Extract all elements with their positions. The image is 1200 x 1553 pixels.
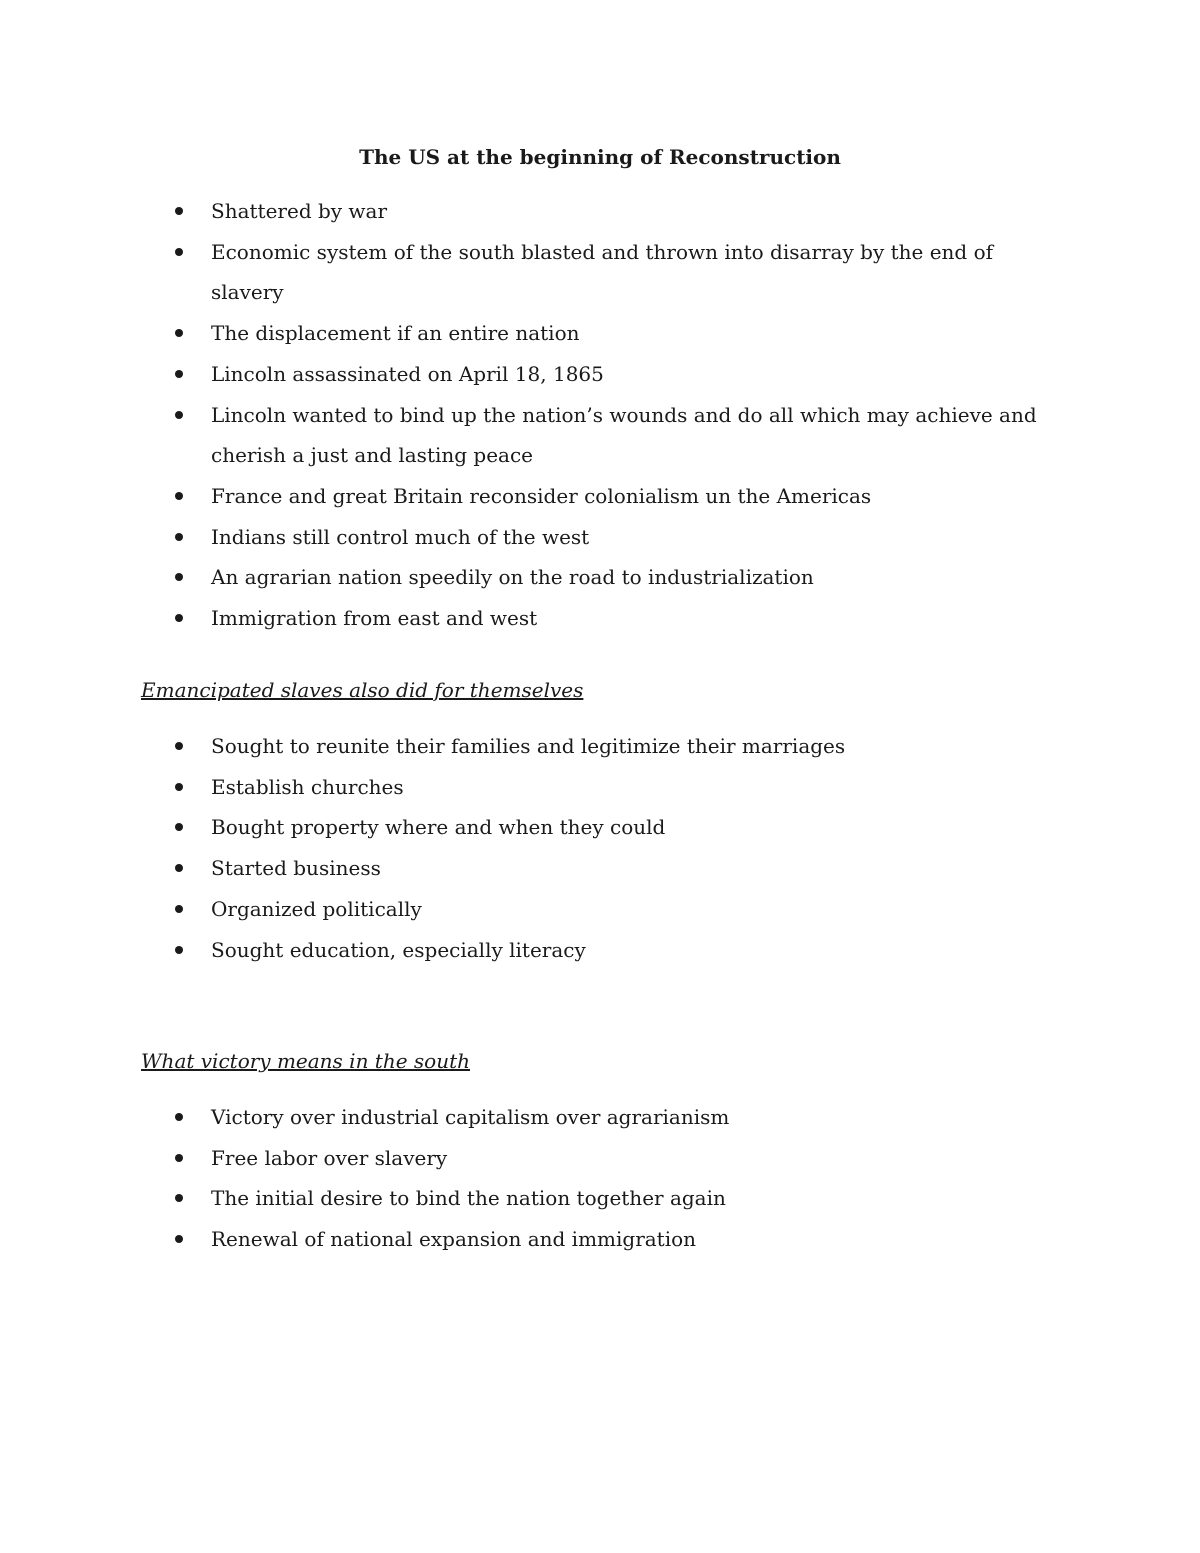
bullet-icon: [175, 864, 183, 872]
list-item: [0, 313, 1200, 354]
bullet-icon: [175, 533, 183, 541]
list-item-text: France and great Britain reconsider colonialism un the Americas: [211, 483, 872, 508]
section-heading-victory: What victory means in the south: [141, 1049, 471, 1073]
bullet-icon: [175, 1154, 183, 1162]
document-title: The US at the beginning of Reconstruction: [359, 145, 841, 169]
list-item: [0, 557, 1200, 598]
list-item-text: Bought property where and when they could: [211, 815, 666, 840]
bullet-icon: [175, 614, 183, 622]
bullet-icon: [175, 1113, 183, 1121]
list-item-text: Victory over industrial capitalism over agrarianism: [211, 1105, 730, 1129]
bullet-icon: [175, 823, 183, 831]
list-item-text: Immigration from east and west: [211, 606, 538, 631]
list-item-text: Started business: [211, 856, 381, 881]
bullet-icon: [175, 905, 183, 913]
list-item: [0, 517, 1200, 558]
list-item: [0, 807, 1200, 848]
list-item: [0, 598, 1200, 639]
bullet-icon: [175, 742, 183, 750]
list-item-text: Indians still control much of the west: [211, 524, 590, 549]
list-item-text: Free labor over slavery: [211, 1145, 448, 1170]
list-item: [0, 354, 1200, 395]
bullet-icon: [175, 1194, 183, 1202]
list-item: [0, 767, 1200, 808]
list-item-text: The initial desire to bind the nation together again: [211, 1186, 726, 1211]
list-item-text: Lincoln assassinated on April 18, 1865: [211, 361, 604, 386]
section-heading-emancipated: Emancipated slaves also did for themselves: [141, 678, 584, 702]
bullet-icon: [175, 248, 183, 256]
bullet-icon: [175, 946, 183, 954]
bullet-icon: [175, 1235, 183, 1243]
bullet-icon: [175, 329, 183, 337]
list-item: [0, 191, 1200, 232]
victory-list: [0, 1097, 1200, 1260]
list-item-text: Establish churches: [211, 774, 404, 799]
list-item: [0, 395, 1200, 476]
list-item-text: The displacement if an entire nation: [211, 321, 580, 346]
list-item-text: Organized politically: [211, 896, 422, 921]
list-item-text: Economic system of the south blasted and thrown into disarray by the end of slavery: [211, 239, 994, 305]
bullet-icon: [175, 207, 183, 215]
reconstruction-list: [0, 191, 1200, 639]
list-item: [0, 476, 1200, 517]
list-item: [0, 1178, 1200, 1219]
list-item-text: Sought education, especially literacy: [211, 937, 586, 962]
list-item: [0, 889, 1200, 930]
bullet-icon: [175, 573, 183, 581]
bullet-icon: [175, 783, 183, 791]
bullet-icon: [175, 411, 183, 419]
list-item: [0, 1138, 1200, 1179]
list-item-text: Renewal of national expansion and immigration: [211, 1227, 697, 1252]
list-item-text: Sought to reunite their families and legitimize their marriages: [211, 734, 846, 758]
list-item-text: Lincoln wanted to bind up the nation’s wounds and do all which may achieve and cherish a just and lasting peace: [211, 402, 1037, 468]
list-item-text: An agrarian nation speedily on the road to industrialization: [211, 565, 814, 590]
list-item: [0, 1219, 1200, 1260]
bullet-icon: [175, 370, 183, 378]
list-item: [0, 232, 1200, 313]
list-item: [0, 1097, 1200, 1138]
list-item: [0, 930, 1200, 971]
list-item-text: Shattered by war: [211, 199, 388, 223]
list-item: [0, 726, 1200, 767]
bullet-icon: [175, 492, 183, 500]
list-item: [0, 848, 1200, 889]
emancipated-list: [0, 726, 1200, 970]
